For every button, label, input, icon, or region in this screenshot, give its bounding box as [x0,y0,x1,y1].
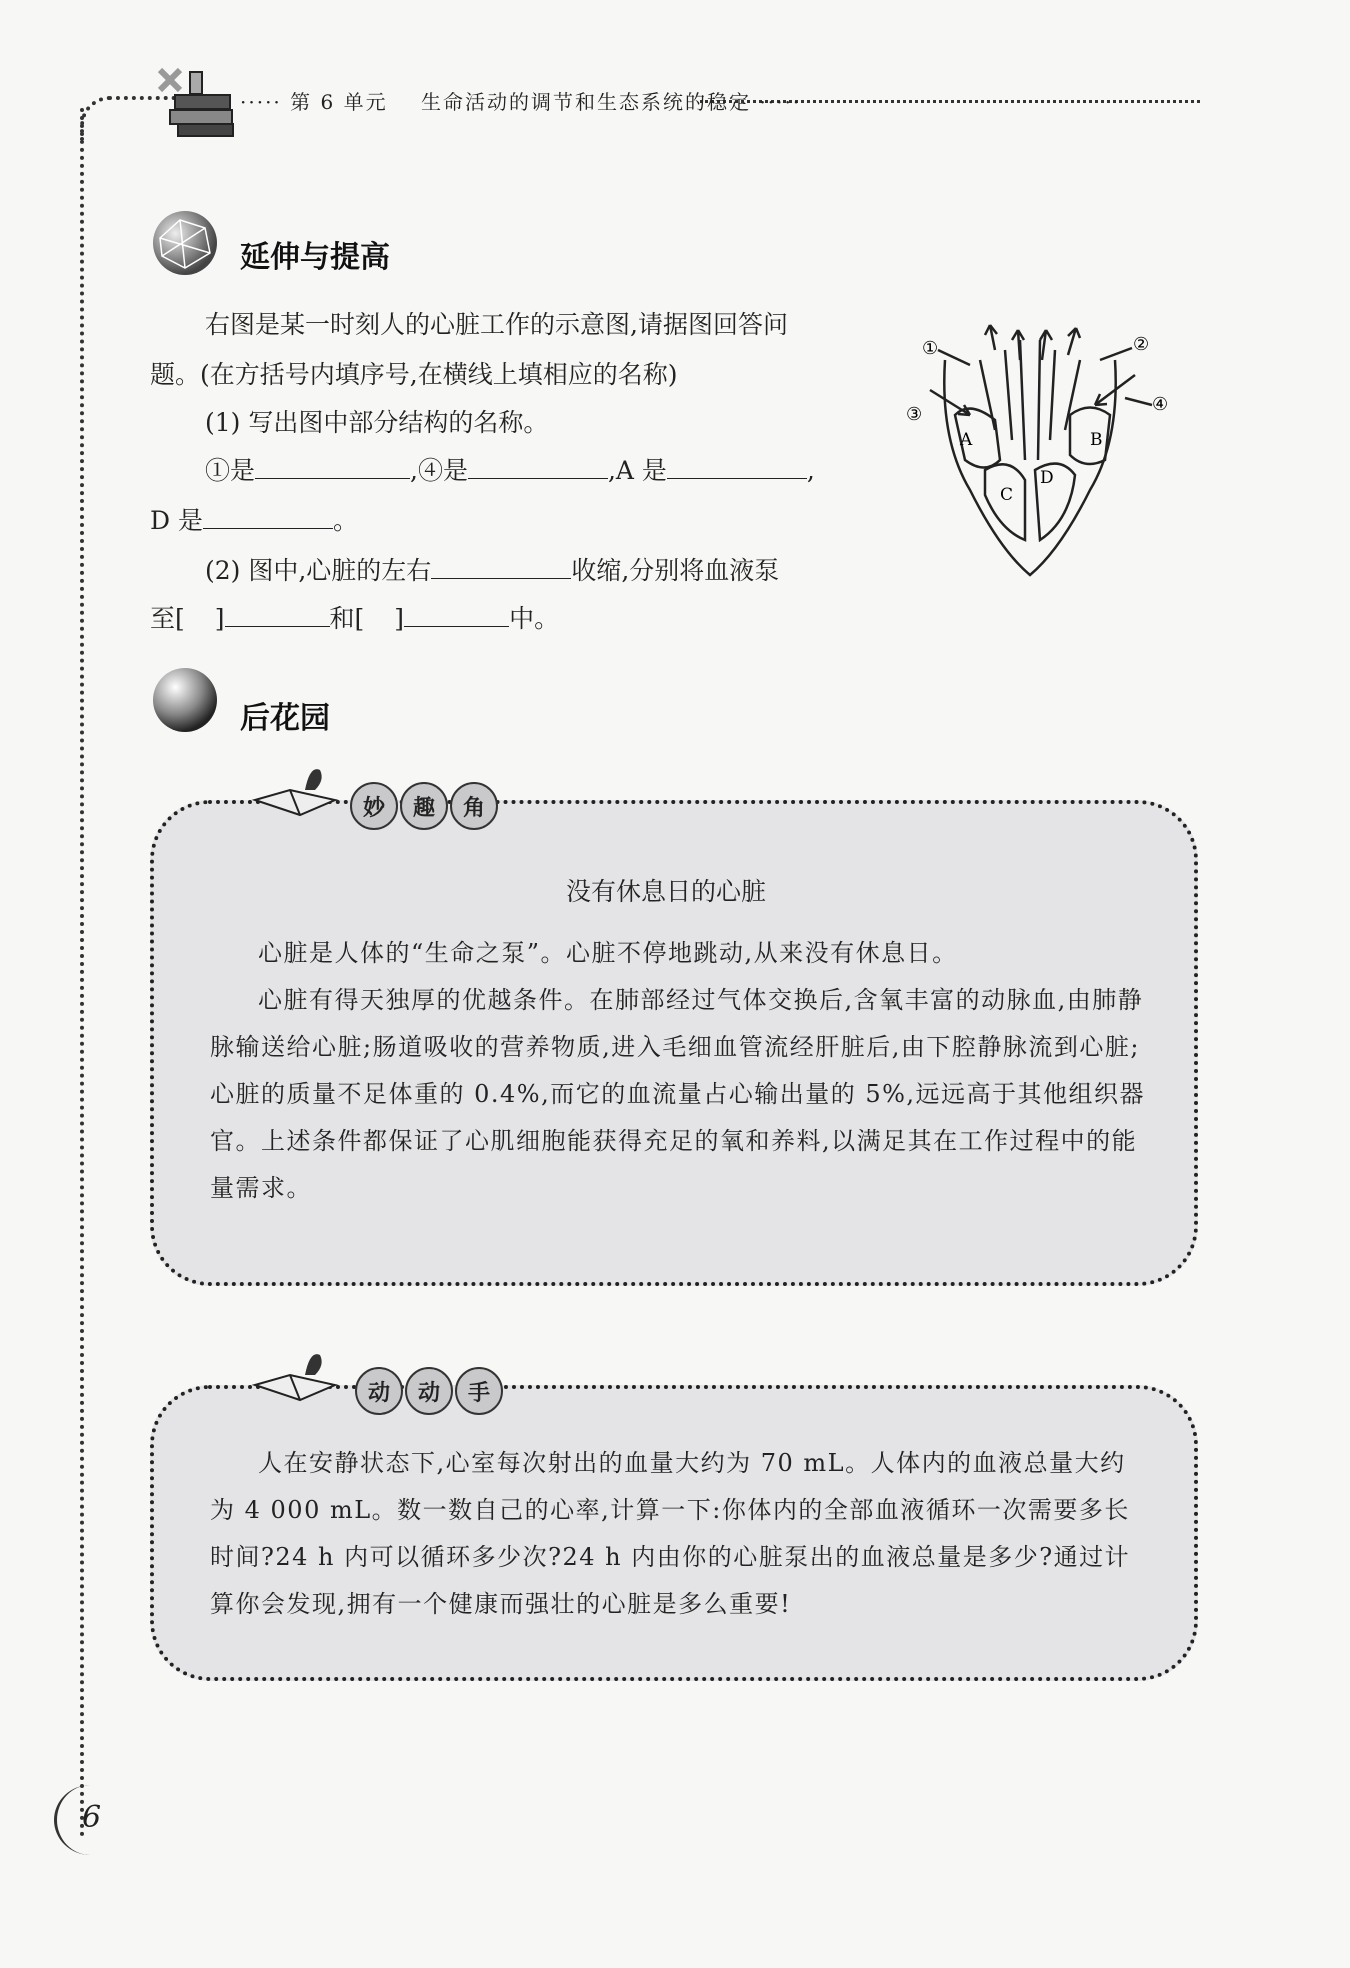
section-title-garden: 后花园 [240,701,330,736]
unit-title: 生命活动的调节和生态系统的稳定 [421,90,752,114]
answer-blank-d[interactable] [203,502,333,529]
q1-comma: , [806,456,815,485]
answer-blank-1[interactable] [255,452,410,479]
running-header [240,86,801,115]
header-dots-left: ····· [240,90,282,114]
question-2-row-2 [150,594,559,644]
question-1: (1) 写出图中部分结构的名称。 [205,408,549,437]
tag2-char-3: 手 [455,1367,503,1415]
q1-period: 。 [333,506,359,535]
glass-sphere-icon [150,665,220,735]
answer-blank-contract[interactable] [431,552,571,579]
tag-char-2: 趣 [400,782,448,830]
article-body [210,930,1150,1212]
question-1-blanks-row [205,446,815,496]
q2-text-a: (2) 图中,心脏的左右 [205,556,432,585]
heart-chamber-d: D [1040,468,1054,488]
section-title-extension: 延伸与提高 [240,240,390,275]
heart-diagram [900,320,1180,590]
heart-label-4: ④ [1152,394,1169,415]
fun-corner-tag [350,782,498,830]
page-frame-left [80,108,84,1838]
tag-char-3: 角 [450,782,498,830]
article-title: 没有休息日的心脏 [566,877,767,906]
intro-line-1: 右图是某一时刻人的心脏工作的示意图,请据图回答问 [205,310,788,339]
answer-blank-4[interactable] [468,452,608,479]
q2-text-b: 收缩,分别将血液泵 [571,556,780,585]
tag2-char-1: 动 [355,1367,403,1415]
answer-blank-dest-1[interactable] [225,600,330,627]
q1-label-4: ,④是 [410,456,468,485]
heart-chamber-a: A [960,430,973,450]
heart-label-2: ② [1133,334,1150,355]
globe-network-icon [150,208,220,278]
article-paragraph-2: 心脏有得天独厚的优越条件。在肺部经过气体交换后,含氧丰富的动脉血,由肺静脉输送给心脏;肠道吸收的营养物质,进入毛细血管流经肝脏后,由下腔静脉流到心脏;心脏的质量不足体重的 0.4%,而它的血流量占心输出量的 5%,远远高于其他组织器官。上述条件都保证了心肌细胞能获得充足的氧和养料,以满足其在工作过程中的能量需求。 [210,986,1146,1202]
intro-line-2: 题。(在方括号内填序号,在横线上填相应的名称) [150,360,678,389]
answer-blank-a[interactable] [667,452,807,479]
heart-label-3: ③ [906,404,923,425]
tag-char-1: 妙 [350,782,398,830]
heart-chamber-c: C [1000,485,1014,505]
q2-bracket-close-1: ] [214,604,225,633]
heart-chamber-b: B [1090,430,1103,450]
open-book-squirrel-icon-2 [250,1345,340,1405]
header-dots-right: ····· [759,90,802,114]
q2-text-end: 中。 [509,604,560,633]
heart-label-1: ① [922,338,939,359]
page-number: 6 [82,1800,102,1835]
open-book-squirrel-icon [250,760,340,820]
q2-bracket-close-2: ] [394,604,405,633]
article-paragraph-1: 心脏是人体的“生命之泵”。心脏不停地跳动,从来没有休息日。 [258,939,958,967]
q1-label-1: ①是 [205,456,256,485]
q2-bracket-open-1: 至[ [150,604,185,633]
hands-on-paragraph: 人在安静状态下,心室每次射出的血量大约为 70 mL。人体内的血液总量大约为 4 000 mL。数一数自己的心率,计算一下:你体内的全部血液循环一次需要多长时间?24 h 内可以循环多少次?24 h 内由你的心脏泵出的血液总量是多少?通过计算你会发现,拥有一个健康而强壮的心脏是多么重要! [210,1449,1131,1618]
unit-label: 第 6 单元 [290,90,388,114]
q1-label-d: D 是 [150,506,203,535]
q2-bracket-open-2: 和[ [329,604,365,633]
hands-on-tag [355,1367,503,1415]
answer-blank-dest-2[interactable] [404,600,509,627]
books-logo-icon [150,60,240,140]
question-2-row-1 [205,546,779,596]
q1-label-a: ,A 是 [607,456,667,485]
question-1-d-row [150,496,358,546]
tag2-char-2: 动 [405,1367,453,1415]
hands-on-body [210,1440,1150,1628]
